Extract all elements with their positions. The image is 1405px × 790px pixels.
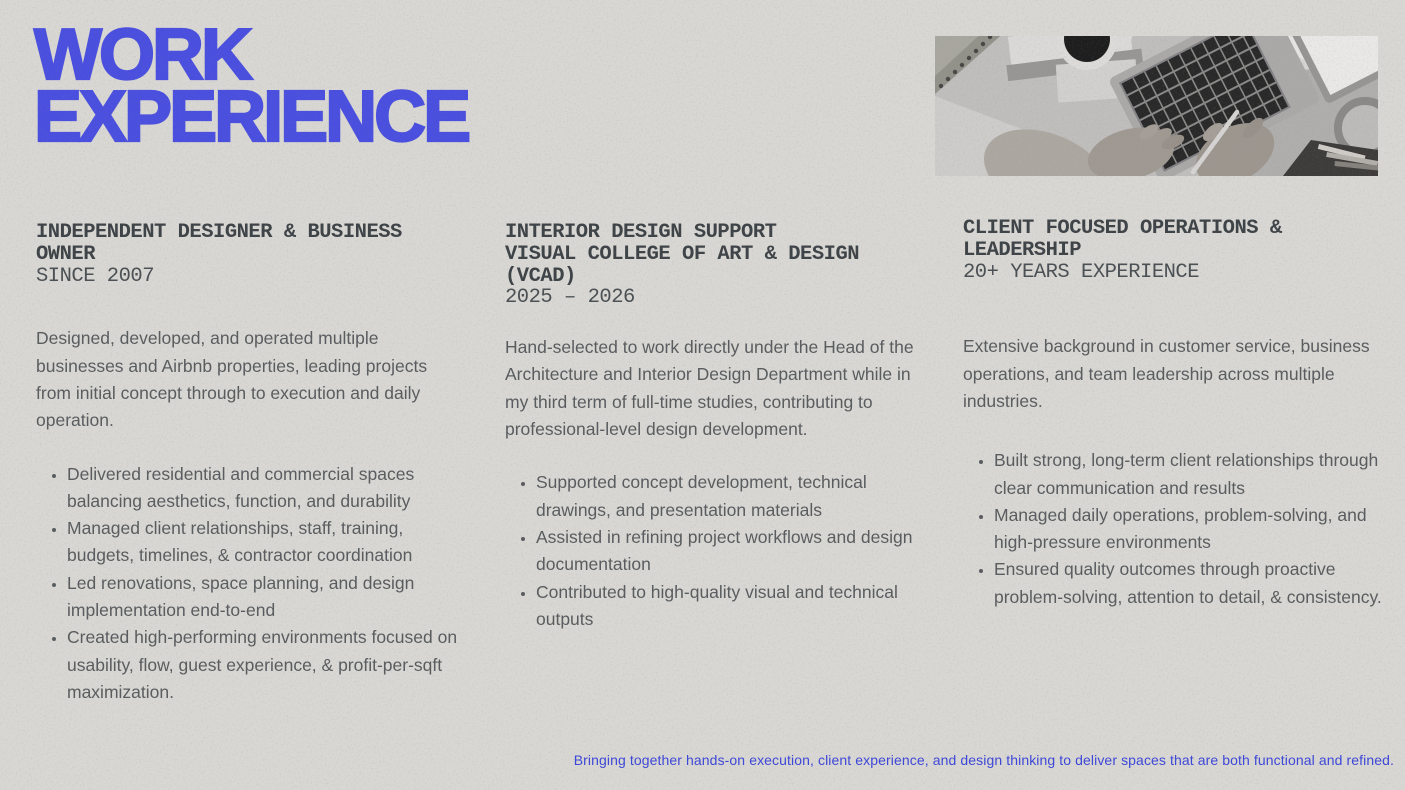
job-bullet: • Managed daily operations, problem-solving, and high-pressure environments [994, 502, 1397, 557]
job-bullet: • Created high-performing environments focused on usability, flow, guest experience, & profit-per-sqft maximization. [67, 624, 460, 706]
hands-typing-on-laptop-illustration [935, 36, 1378, 176]
job-summary: Hand-selected to work directly under the Head of the Architecture and Interior Design Department while in my third term of full-time studies, contributing to professional-level design development. [505, 337, 914, 440]
job-bullet: • Led renovations, space planning, and design implementation end-to-end [67, 570, 460, 625]
job-title: INTERIOR DESIGN SUPPORT [505, 221, 777, 244]
job-dates: 2025 – 2026 [505, 286, 635, 310]
page-title-line-2: EXPERIENCE [34, 77, 469, 157]
job-organization: VISUAL COLLEGE OF ART & DESIGN (VCAD) [505, 242, 860, 288]
job-bullet: • Ensured quality outcomes through proactive problem-solving, attention to detail, & consistency. [994, 556, 1397, 611]
job-title: CLIENT FOCUSED OPERATIONS & LEADERSHIP [963, 217, 1282, 262]
workspace-photo [935, 36, 1378, 176]
job-dates: 20+ YEARS EXPERIENCE [963, 260, 1200, 284]
job-summary: Designed, developed, and operated multiple businesses and Airbnb properties, leading projects from initial concept through to execution and daily operation. [36, 328, 428, 431]
job-bullet: • Managed client relationships, staff, training, budgets, timelines, & contractor coordination [67, 515, 460, 570]
footer-tagline: Bringing together hands-on execution, client experience, and design thinking to deliver spaces that are both functional and refined. [573, 752, 1394, 768]
page-title-line-1: WORK [34, 15, 250, 95]
job-title: INDEPENDENT DESIGNER & BUSINESS OWNER [36, 221, 402, 266]
job-bullet-list [963, 447, 1397, 611]
job-summary: Extensive background in customer service, business operations, and team leadership across multiple industries. [963, 336, 1370, 411]
experience-column-independent-designer [36, 222, 460, 706]
job-dates: SINCE 2007 [36, 264, 155, 288]
page-title [34, 15, 469, 157]
job-bullet: • Delivered residential and commercial spaces balancing aesthetics, function, and durability [67, 461, 460, 516]
job-bullet-list [36, 461, 460, 707]
job-bullet: • Contributed to high-quality visual and technical outputs [536, 579, 917, 634]
experience-column-client-focused-operations [963, 218, 1397, 611]
experience-column-interior-design-support [505, 222, 917, 633]
job-bullet: • Assisted in refining project workflows and design documentation [536, 524, 917, 579]
job-bullet-list [505, 469, 917, 633]
job-bullet: • Supported concept development, technical drawings, and presentation materials [536, 469, 917, 524]
job-bullet: • Built strong, long-term client relationships through clear communication and results [994, 447, 1397, 502]
